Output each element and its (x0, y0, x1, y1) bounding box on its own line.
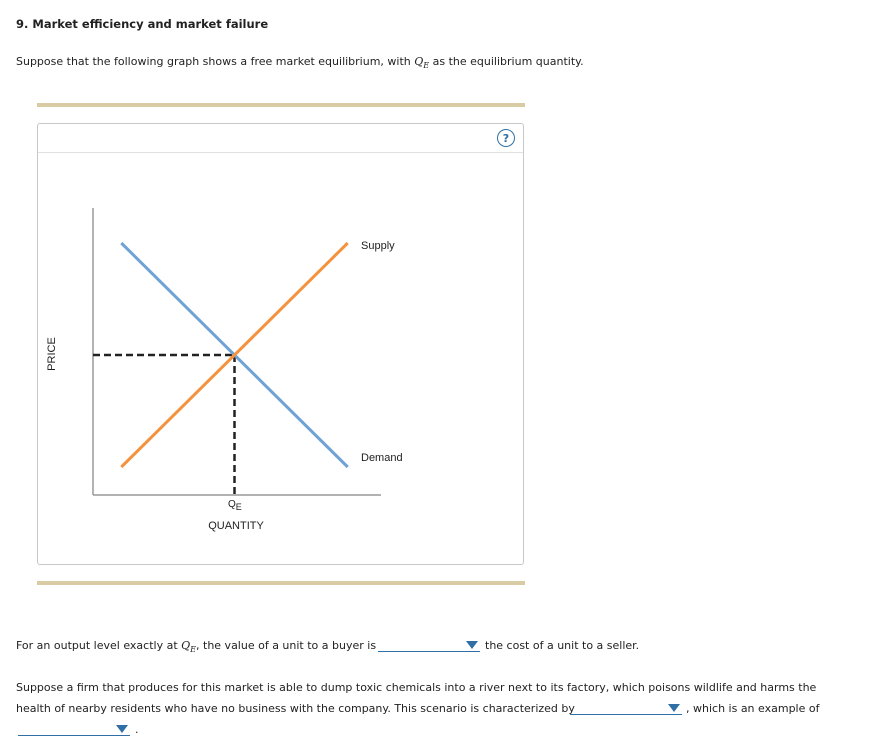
scenario-characterization-dropdown[interactable] (570, 701, 682, 715)
qe-symbol-inline: $Q_E$ (181, 639, 197, 655)
question-intro (16, 55, 584, 70)
qe-symbol: $Q_E$ (414, 55, 430, 71)
intro-text-after: as the equilibrium quantity. (432, 55, 584, 68)
help-icon[interactable]: ? (497, 129, 515, 147)
y-axis-label: PRICE (46, 337, 58, 371)
chevron-down-icon (466, 641, 478, 649)
x-axis-label: QUANTITY (208, 520, 264, 532)
question-2-line-3-after: . (135, 723, 139, 736)
graph-panel (37, 123, 524, 565)
buyer-value-comparison-dropdown[interactable] (378, 638, 480, 652)
demand-label: Demand (361, 452, 403, 464)
question-title: 9. Market efficiency and market failure (16, 17, 269, 31)
market-graph (38, 124, 523, 564)
market-failure-type-dropdown[interactable] (18, 722, 130, 736)
question-2-line-1: Suppose a firm that produces for this market is able to dump toxic chemicals into a river next to its factory, which poisons wildlife and harms the (16, 681, 817, 694)
qe-tick-label: QE (228, 499, 242, 512)
intro-text-before: Suppose that the following graph shows a free market equilibrium, with (16, 55, 411, 68)
top-divider (37, 103, 525, 107)
question-2-line-2-after: , which is an example of (686, 702, 820, 715)
question-1-text-after: the cost of a unit to a seller. (485, 639, 640, 652)
question-2-line-2: health of nearby residents who have no business with the company. This scenario is characterized by (16, 702, 575, 715)
chevron-down-icon (668, 704, 680, 712)
bottom-divider (37, 581, 525, 585)
chevron-down-icon (116, 725, 128, 733)
question-1-text: For an output level exactly at $Q_E$, the value of a unit to a buyer is (16, 639, 377, 655)
supply-label: Supply (361, 240, 395, 252)
